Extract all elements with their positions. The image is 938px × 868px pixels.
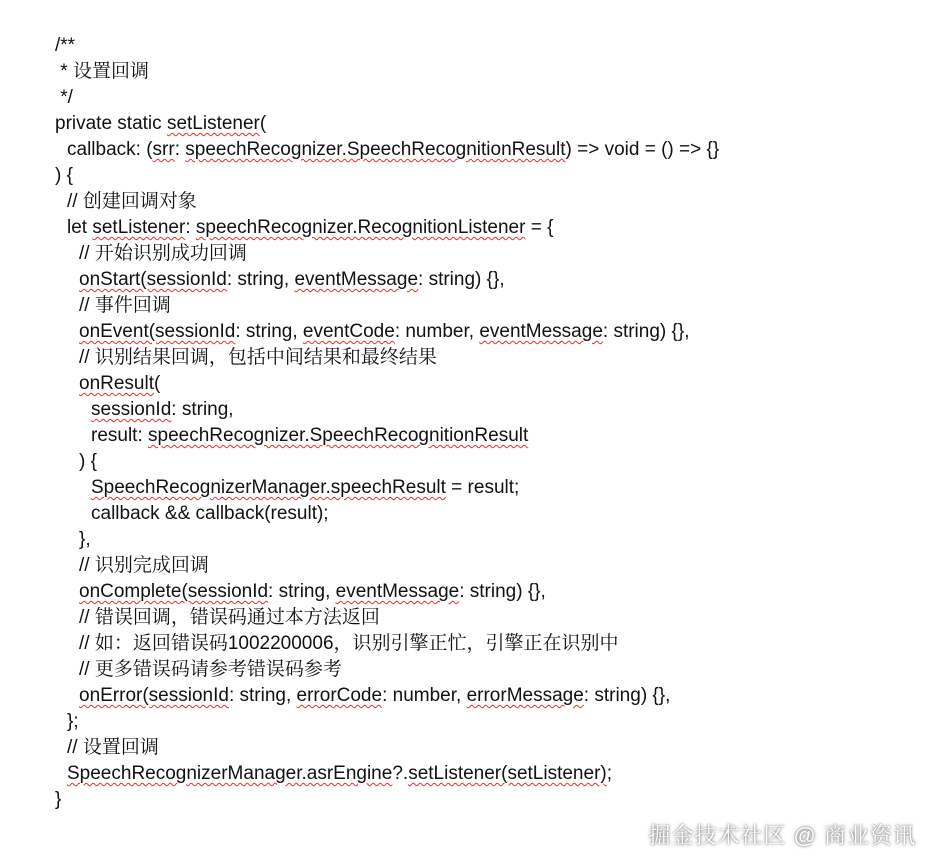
spellcheck-flagged-text: errorMessage <box>466 685 584 706</box>
code-text: ( <box>154 373 161 394</box>
code-text: */ <box>55 87 73 108</box>
code-text: ( <box>259 113 267 134</box>
code-text: let <box>67 217 93 238</box>
code-text: : string, <box>226 269 295 290</box>
code-text: // 事件回调 <box>79 295 171 316</box>
code-line <box>55 735 719 761</box>
code-document <box>55 33 719 813</box>
code-line <box>55 319 719 345</box>
code-text: = result; <box>445 477 520 498</box>
code-text: = { <box>525 217 554 238</box>
code-text: : <box>185 217 196 238</box>
code-line <box>55 527 719 553</box>
code-text: : number, <box>394 321 480 342</box>
code-text: // 设置回调 <box>67 737 159 758</box>
spellcheck-flagged-text: setListener(setListener) <box>408 763 607 784</box>
code-line <box>55 683 719 709</box>
spellcheck-flagged-text: speechRecognizer.RecognitionListener <box>195 217 526 238</box>
code-text: }; <box>67 711 79 732</box>
spellcheck-flagged-text: onResult <box>79 373 154 394</box>
code-line <box>55 475 719 501</box>
code-text: : string) {}, <box>459 581 546 602</box>
code-text: ) { <box>79 451 97 472</box>
code-text: : string, <box>171 399 234 420</box>
spellcheck-flagged-text: SpeechRecognizerManager.speechResult <box>91 477 446 498</box>
code-text: /** <box>55 35 76 56</box>
watermark: 掘金技术社区 @ 商业资讯 <box>648 823 916 848</box>
code-text: // 创建回调对象 <box>67 191 197 212</box>
code-text: ) { <box>55 165 73 186</box>
code-text: : string) {}, <box>418 269 505 290</box>
code-text: private static <box>55 113 167 134</box>
spellcheck-flagged-text: onError(sessionId <box>79 685 229 706</box>
code-text: result: <box>91 425 149 446</box>
code-line <box>55 59 719 85</box>
code-line <box>55 189 719 215</box>
code-line <box>55 85 719 111</box>
code-text: callback && callback(result); <box>91 503 329 524</box>
code-text: : string, <box>268 581 336 602</box>
spellcheck-flagged-text: SpeechRecognizerManager.asrEngine <box>67 763 393 784</box>
code-text: // 如：返回错误码1002200006，识别引擎正忙，引擎正在识别中 <box>79 633 619 654</box>
spellcheck-flagged-text: speechRecognizer.SpeechRecognitionResult <box>185 139 566 160</box>
code-text: // 开始识别成功回调 <box>79 243 247 264</box>
spellcheck-flagged-text: setListener <box>166 113 260 134</box>
code-line <box>55 657 719 683</box>
code-line <box>55 33 719 59</box>
code-line <box>55 631 719 657</box>
code-text: // 识别结果回调，包括中间结果和最终结果 <box>79 347 437 368</box>
code-line <box>55 293 719 319</box>
code-text: // 识别完成回调 <box>79 555 209 576</box>
code-text: }, <box>79 529 91 550</box>
code-line <box>55 423 719 449</box>
code-text: : string) {}, <box>602 321 690 342</box>
code-line <box>55 371 719 397</box>
spellcheck-flagged-text: sessionId <box>91 399 172 420</box>
code-text: : string, <box>228 685 297 706</box>
spellcheck-flagged-text: setListener <box>92 217 186 238</box>
code-text: : string) {}, <box>583 685 671 706</box>
spellcheck-flagged-text: errorCode <box>296 685 383 706</box>
code-line <box>55 579 719 605</box>
spellcheck-flagged-text: eventMessage <box>479 321 603 342</box>
code-line <box>55 761 719 787</box>
code-text: // 错误回调，错误码通过本方法返回 <box>79 607 380 628</box>
spellcheck-flagged-text: onEvent(sessionId <box>79 321 236 342</box>
code-text: } <box>55 789 62 810</box>
spellcheck-flagged-text: eventCode <box>302 321 395 342</box>
code-line <box>55 267 719 293</box>
code-line <box>55 111 719 137</box>
code-text: ; <box>606 763 613 784</box>
spellcheck-flagged-text: srr <box>152 139 175 160</box>
spellcheck-flagged-text: eventMessage <box>335 581 460 602</box>
code-text: : string, <box>235 321 303 342</box>
code-line <box>55 215 719 241</box>
spellcheck-flagged-text: eventMessage <box>294 269 419 290</box>
code-text: callback: ( <box>67 139 153 160</box>
code-text: : <box>174 139 186 160</box>
code-line <box>55 137 719 163</box>
code-line <box>55 605 719 631</box>
code-line <box>55 449 719 475</box>
code-line <box>55 241 719 267</box>
code-line <box>55 501 719 527</box>
code-line <box>55 553 719 579</box>
code-line <box>55 163 719 189</box>
code-text: ) => void = () => {} <box>565 139 720 160</box>
code-line <box>55 709 719 735</box>
code-text: : number, <box>382 685 467 706</box>
spellcheck-flagged-text: speechRecognizer.SpeechRecognitionResult <box>148 425 529 446</box>
code-text: * 设置回调 <box>55 61 149 82</box>
spellcheck-flagged-text: onStart(sessionId <box>79 269 227 290</box>
code-line <box>55 787 719 813</box>
code-line <box>55 397 719 423</box>
spellcheck-flagged-text: onComplete(sessionId <box>79 581 269 602</box>
code-line <box>55 345 719 371</box>
code-text: ?. <box>392 763 409 784</box>
code-text: // 更多错误码请参考错误码参考 <box>79 659 342 680</box>
